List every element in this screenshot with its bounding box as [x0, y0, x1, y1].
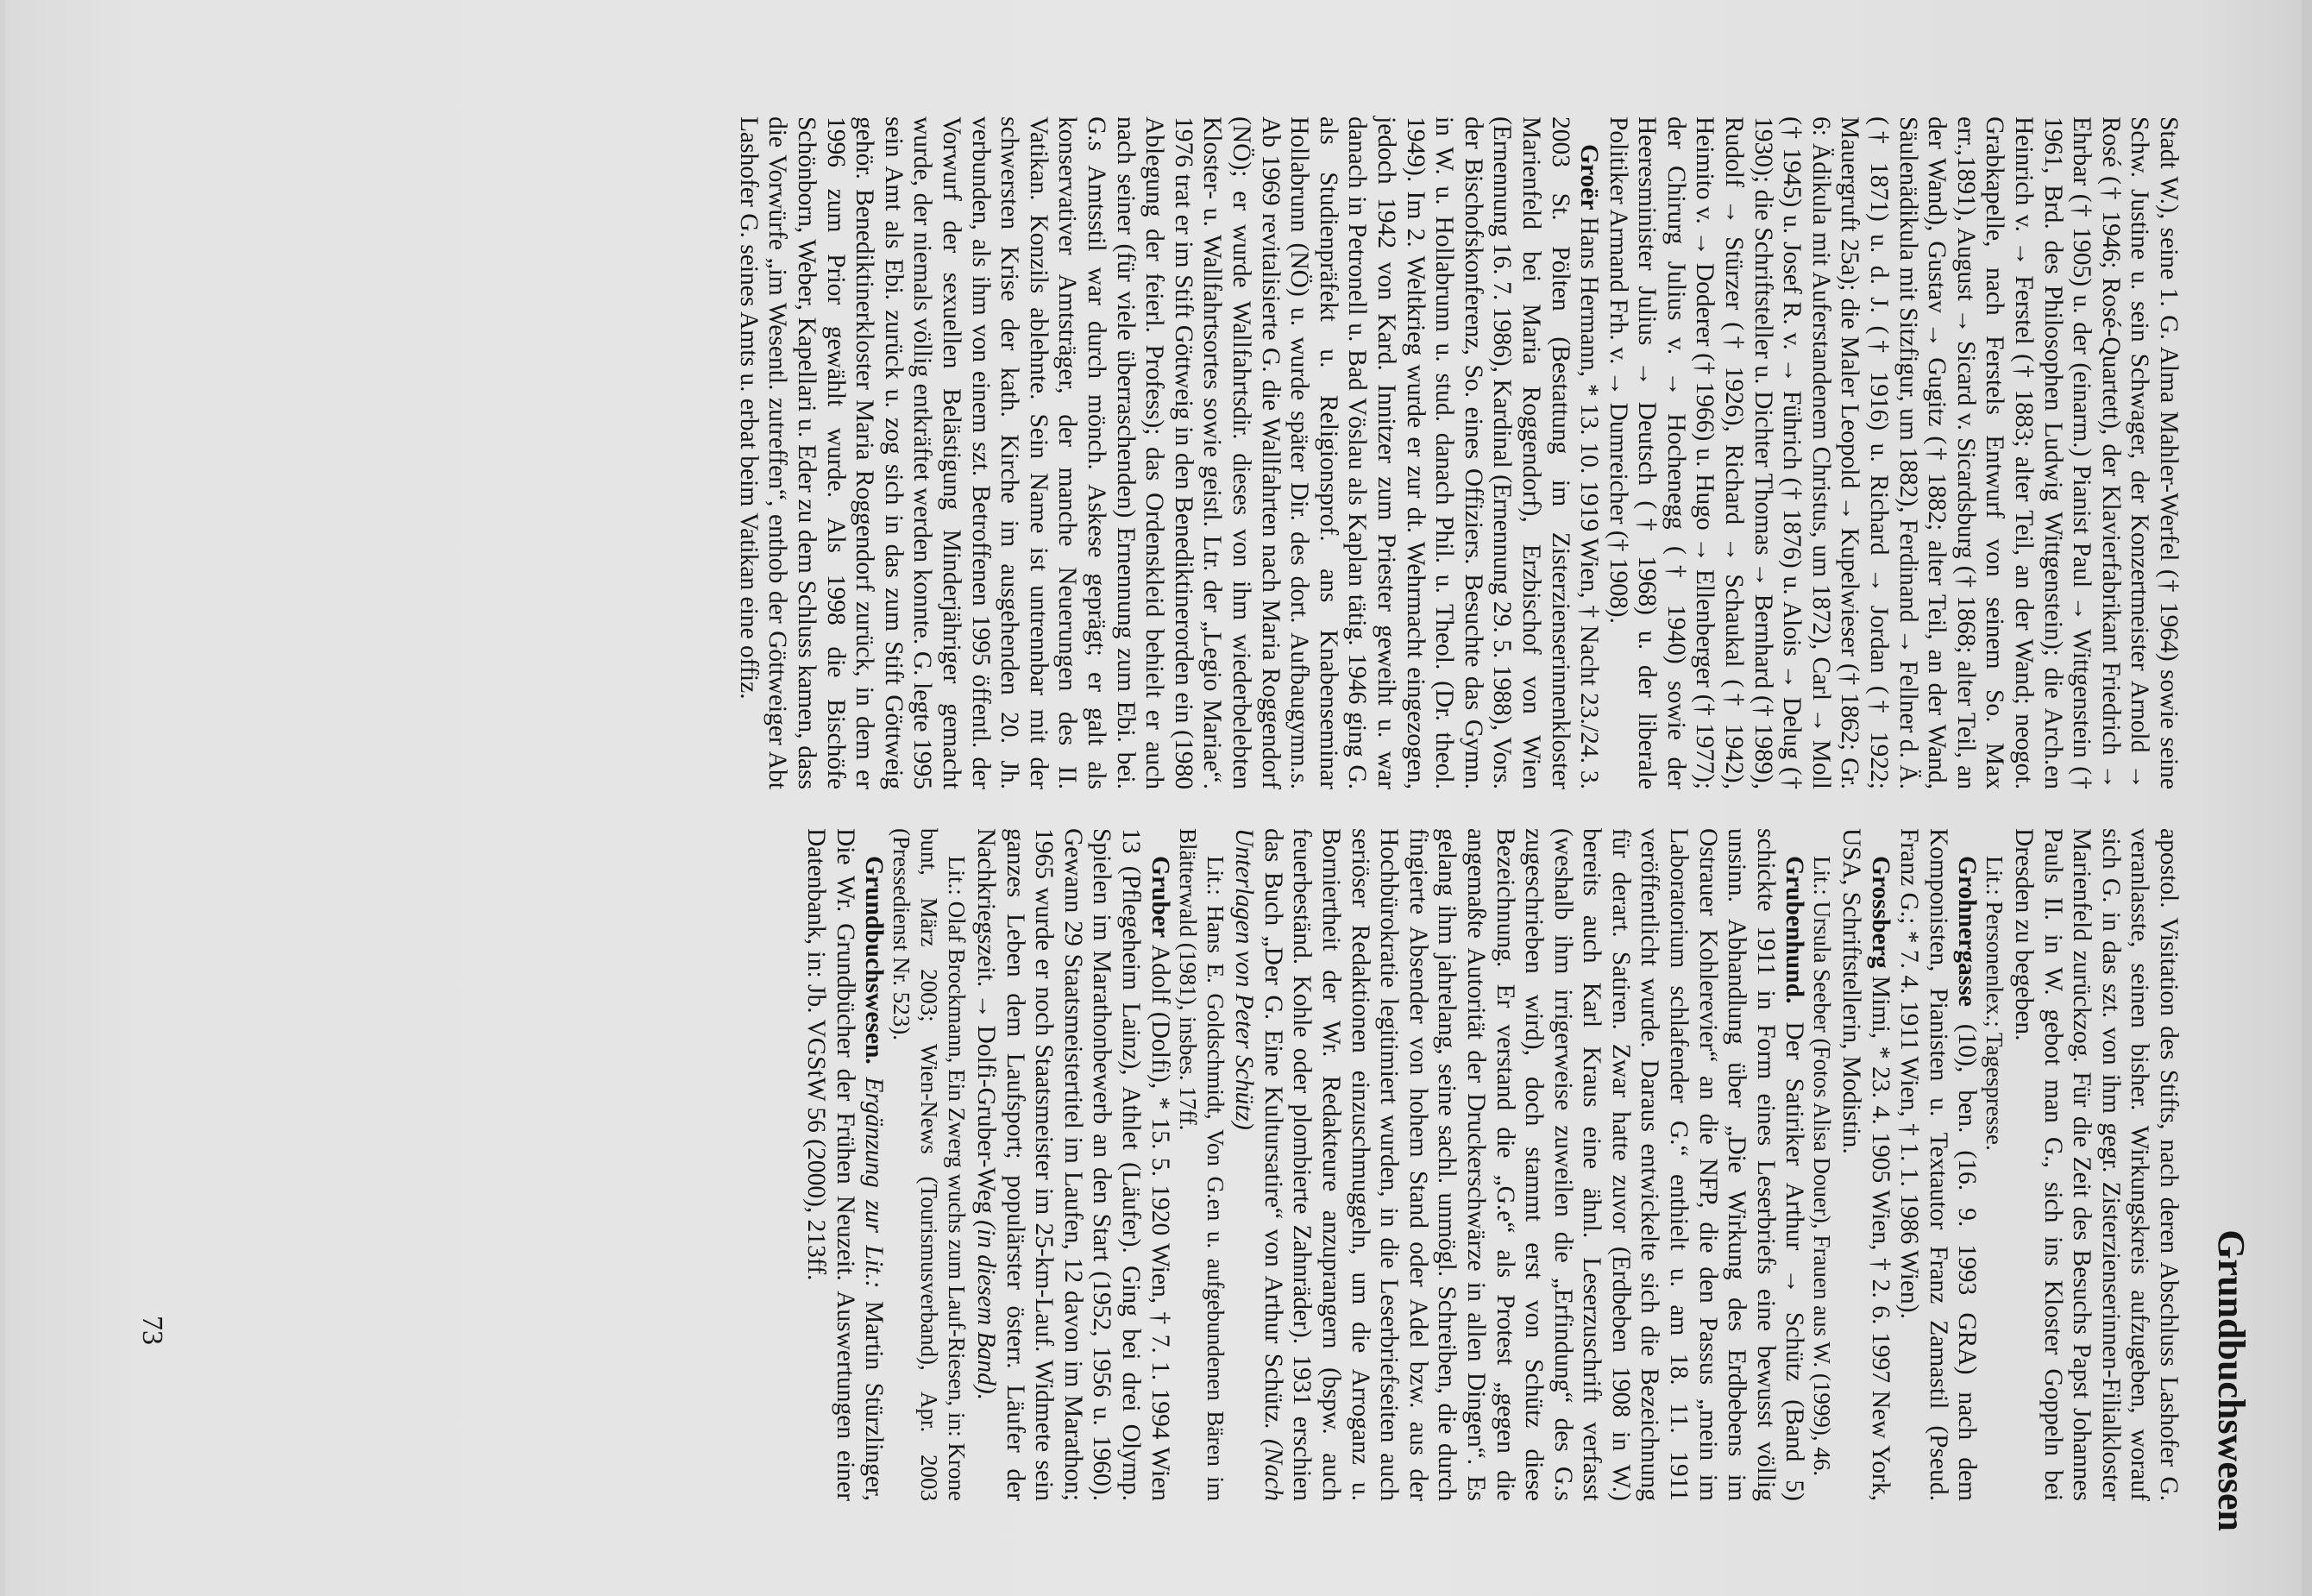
entry-paragraph: [1836, 828, 1894, 1501]
entry-italic-note: Ergänzung zur Lit.:: [860, 1064, 889, 1289]
entry-paragraph: [801, 828, 889, 1501]
entry-headword: Grohnergasse: [1953, 856, 1982, 1007]
entry-text: Mimi, * 23. 4. 1905 Wien, † 2. 6. 1997 New York, USA, Schriftstellerin, Modistin.: [1838, 828, 1894, 1501]
entry-paragraph: [733, 116, 1603, 789]
entry-paragraph: [1894, 828, 1982, 1501]
entry-text: Der Satiriker Arthur → Schütz (Band 5) schickte 1911 in Form eines Leserbriefs eine bewusst völlig unsinn. Abhandlung über „Die Wirkung des Erdbebens im Ostrauer Kohlerevier“ an die NFP, die den Passus „mein im Laboratorium schlafender G.“ enthielt u. am 18. 11. 1911 veröffentlicht wurde. Daraus entwickelte sich die Bezeichnung für derart. Satiren. Zwar hatte zuvor (Erdbeben 1908 in W.) bereits auch Karl Kraus eine ähnl. Leserzuschrift verfasst (weshalb ihm irrigerweise zuweilen die „Erfindung“ des G.s zugeschrieben wird), doch stammt erst von Schütz diese Bezeichnung. Er verstand die „G.e“ als Protest „gegen die angemaßte Autorität der Druckerschwärze in allen Dingen“. Es gelang ihm jahrelang, seine sachl. unmögl. Schreiben, die durch fingierte Absender von hohem Stand oder Adel bzw. aus der Hochbürokratie legitimiert wurden, in die Leserbriefseiten auch seriöser Redaktionen einzuschmuggeln, um die Arroganz u. Borniertheit der Wr. Redakteure anzuprangern (bspw. auch feuerbeständ. Kohle oder plombierte Zahnräder). 1931 erschien das Buch „Der G. Eine Kultursatire“ von Arthur Schütz.: [1259, 828, 1809, 1501]
entry-paragraph: [971, 828, 1173, 1501]
entry-paragraph: [1229, 828, 1809, 1501]
entry-text: Hans Hermann, * 13. 10. 1919 Wien, † Nacht 23./24. 3. 2003 St. Pölten (Bestattung im Zisterzienserinnenkloster Marienfeld bei Maria Roggendorf), Erzbischof von Wien (Ernennung 16. 7. 1986), Kardinal (Ernennung 29. 5. 1988), Vors. der Bischofskonferenz, So. eines Offiziers. Besuchte das Gymn. in W. u. Hollabrunn u. stud. danach Phil. u. Theol. (Dr. theol. 1949). Im 2. Weltkrieg wurde er zur dt. Wehrmacht eingezogen, jedoch 1942 von Kard. Innitzer zum Priester geweiht u. war danach in Petronell u. Bad Vöslau als Kaplan tätig. 1946 ging G. als Studienpräfekt u. Religionsprof. ans Knabenseminar Hollabrunn (NÖ) u. wurde später Dir. des dort. Aufbaugymn.s. Ab 1969 revitalisierte G. die Wallfahrten nach Maria Roggendorf (NÖ); er wurde Wallfahrtsdir. dieses von ihm wiederbelebten Kloster- u. Wallfahrtsortes sowie geistl. Ltr. der „Legio Mariae“. 1976 trat er im Stift Göttweig in den Benediktinerorden ein (1980 Ablegung der feierl. Profess); das Ordenskleid behielt er auch nach seiner (für viele überraschenden) Ernennung zum Ebi. bei. G.s Amtsstil war durch mönch. Askese geprägt; er galt als konservativer Amtsträger, der manche Neuerungen des II. Vatikan. Konzils ablehnte. Sein Name ist untrennbar mit der schwersten Krise der kath. Kirche im ausgehenden 20. Jh. verbunden, als ihm von einem szt. Betroffenen 1995 öffentl. der Vorwurf der sexuellen Belästigung Minderjähriger gemacht wurde, der niemals völlig entkräftet werden konnte. G. legte 1995 sein Amt als Ebi. zurück u. zog sich in das zum Stift Göttweig gehör. Benediktinerkloster Maria Roggendorf zurück, in dem er 1996 zum Prior gewählt wurde. Als 1998 die Bischöfe Schönborn, Weber, Kapellari u. Eder zu dem Schluss kamen, dass die Vorwürfe „im Wesentl. zutreffen“, enthob der Göttweiger Abt Lashofer G. seines Amts u. erbat beim Vatikan eine offiz.: [734, 116, 1604, 789]
entry-headword: Gruber: [1146, 856, 1174, 939]
entry-text: (10), ben. (16. 9. 1993 GRA) nach dem Komponisten, Pianisten u. Textautor Franz Zamastil (Pseud. Franz G.; * 7. 4. 1911 Wien, † 1. 1. 1986 Wien).: [1895, 828, 1982, 1501]
entry-headword: Groër: [1575, 144, 1604, 210]
entry-text: Adolf (Dolfi), * 15. 5. 1920 Wien, † 7. 1. 1994 Wien 13 (Pflegeheim Lainz), Athlet (Läufer). Ging bei drei Olymp. Spielen im Marathonbewerb an den Start (1952, 1956 u. 1960). Gewann 29 Staatsmeistertitel im Laufen, 12 davon im Marathon; 1965 wurde er noch Staatsmeister im 25-km-Lauf. Widmete sein ganzes Leben dem Laufsport; populärster österr. Läufer der Nachkriegszeit. → Dolfi-Gruber-Weg: [972, 828, 1174, 1501]
right-column: [801, 828, 2183, 1501]
entry-headword: Grundbuchswesen.: [860, 856, 889, 1065]
book-page: [121, 22, 2312, 1549]
entry-text: Martin Stürzlinger, Die Wr. Grundbücher der Frühen Neuzeit. Auswertungen einer Datenbank, in: Jb. VGStW 56 (2000), 213ff.: [802, 828, 889, 1502]
continued-text: Stadt W.), seine 1. G. Alma Mahler-Werfel († 1964) sowie seine Schw. Justine u. sein Schwager, der Konzertmeister Arnold → Rosé († 1946; Rosé-Quartett), der Klavierfabrikant Friedrich → Ehrbar († 1905) u. der (einarm.) Pianist Paul → Wittgenstein († 1961, Brd. des Philosophen Ludwig Wittgenstein); die Arch.en Heinrich v. → Ferstel († 1883; alter Teil, an der Wand; neogot. Grabkapelle, nach Ferstels Entwurf von seinem So. Max err.,1891), August → Sicard v. Sicardsburg († 1868; alter Teil, an der Wand), Gustav → Gugitz († 1882; alter Teil, an der Wand, Säulenädikula mit Sitzfigur, um 1882), Ferdinand → Fellner d. Ä. († 1871) u. d. J. († 1916) u. Richard → Jordan († 1922; Mauergruft 25a); die Maler Leopold → Kupelwieser († 1862; Gr. 6: Ädikula mit Auferstandenem Christus, um 1872), Carl → Moll († 1945) u. Josef R. v. → Führich († 1876) u. Alois → Delug († 1930); die Schriftsteller u. Dichter Thomas → Bernhard († 1989), Rudolf → Stürzer († 1926), Richard → Schaukal († 1942), Heimito v. → Doderer († 1966) u. Hugo → Ellenberger († 1977); der Chirurg Julius v. → Hochenegg († 1940) sowie der Heeresminister Julius → Deutsch († 1968) u. der liberale Politiker Armand Frh. v. → Dumreicher († 1908).: [1604, 116, 2183, 789]
literature-note: Lit.: Olaf Brockmann, Ein Zwerg wuchs zum Lauf-Riesen, in: Krone bunt, März 2003; Wien-News (Tourismusverband), Apr. 2003 (Pressedienst Nr. 523).: [889, 828, 971, 1501]
entry-italic-tail: (Nach Unterlagen von Peter Schütz): [1230, 828, 1287, 1501]
literature-note: Lit.: Personenlex.; Tagespresse.: [1982, 856, 2008, 1151]
entry-headword: Grossberg: [1866, 856, 1894, 969]
running-header: Grundbuchswesen: [2210, 1229, 2252, 1531]
page-number: 73: [136, 1316, 168, 1345]
left-column: [733, 116, 2183, 789]
literature-note: Lit.: Ursula Seeber (Fotos Alisa Douer), Frauen aus W. (1999), 46.: [1809, 856, 1836, 1477]
continued-text: apostol. Visitation des Stifts, nach deren Abschluss Lashofer G. veranlasste, seinen bisher. Wirkungskreis aufzugeben, worauf sich G. in das szt. von ihm gegr. Zisterzienserinnen-Filialkloster Marienfeld zurückzog. Für die Zeit des Besuchs Papst Johannes Pauls II. in W. gebot man G., sich ins Kloster Goppeln bei Dresden zu begeben.: [2010, 828, 2183, 1501]
entry-italic-tail: (in diesem Band).: [972, 1220, 1001, 1401]
entry-headword: Grubenhund.: [1781, 856, 1809, 1004]
literature-note: Lit.: Hans E. Goldschmidt, Von G.en u. aufgebundenen Bären im Blätterwald (1981), insbes. 17ff.: [1174, 828, 1228, 1501]
